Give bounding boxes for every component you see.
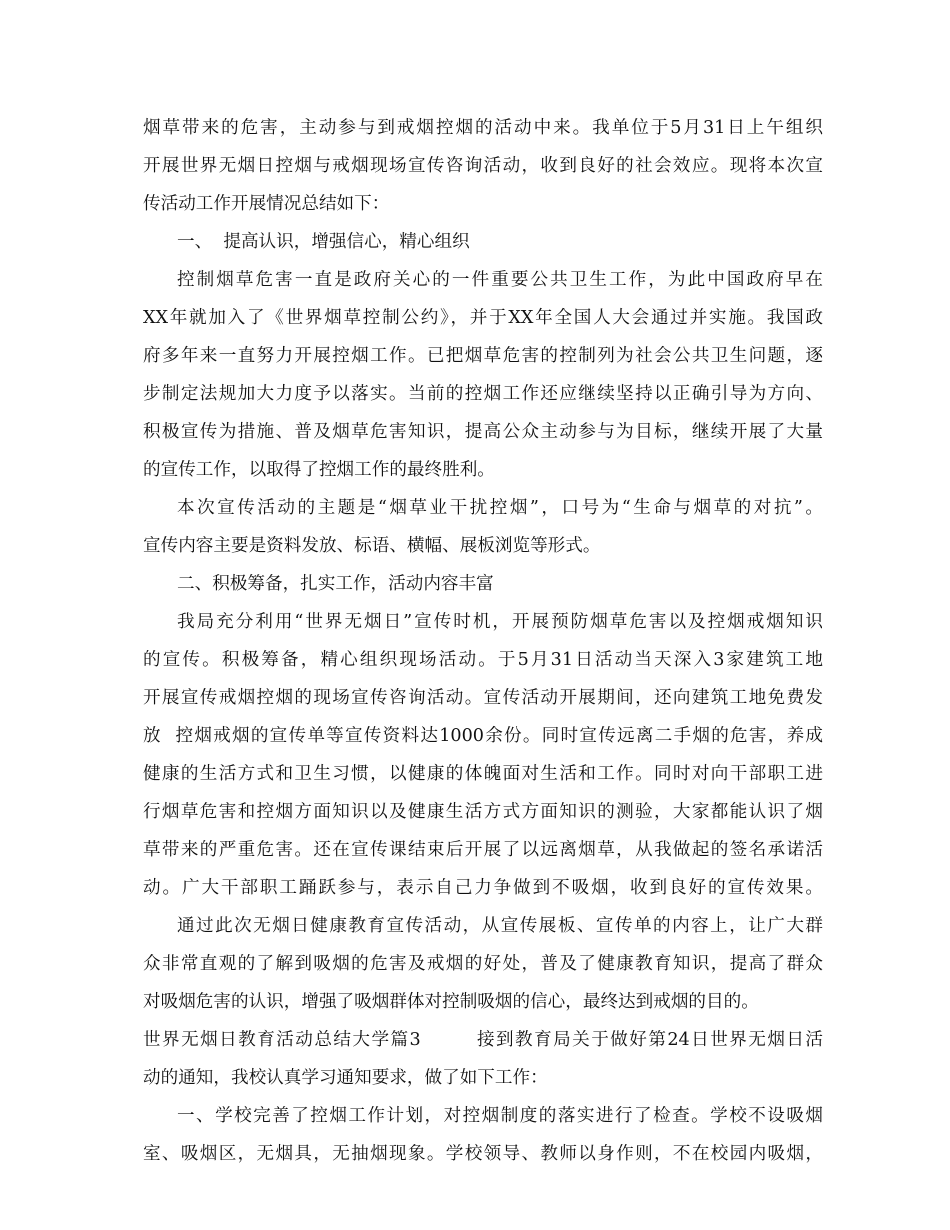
text-line: 放 控烟戒烟的宣传单等宣传资料达1000余份。同时宣传远离二手烟的危害，养成 bbox=[143, 726, 823, 746]
text-line: 步制定法规加大力度予以落实。当前的控烟工作还应继续坚持以正确引导为方向、 bbox=[143, 384, 823, 404]
text-line: 草带来的严重危害。还在宣传课结束后开展了以远离烟草，从我做起的签名承诺活 bbox=[143, 840, 823, 860]
text-line: 的宣传。积极筹备，精心组织现场活动。于5月31日活动当天深入3家建筑工地 bbox=[143, 650, 823, 670]
text-line: 一、学校完善了控烟工作计划，对控烟制度的落实进行了检查。学校不设吸烟 bbox=[177, 1106, 823, 1126]
text-line: 动。广大干部职工踊跃参与，表示自己力争做到不吸烟，收到良好的宣传效果。 bbox=[143, 878, 823, 898]
text-line: 府多年来一直努力开展控烟工作。已把烟草危害的控制列为社会公共卫生问题，逐 bbox=[143, 346, 823, 366]
text-line: 我局充分利用“世界无烟日”宣传时机，开展预防烟草危害以及控烟戒烟知识 bbox=[177, 612, 823, 632]
text-line: 本次宣传活动的主题是“烟草业干扰控烟”，口号为“生命与烟草的对抗”。 bbox=[177, 498, 823, 518]
text-line: 健康的生活方式和卫生习惯，以健康的体魄面对生活和工作。同时对向干部职工进 bbox=[143, 764, 823, 784]
section-heading: 二、积极筹备，扎实工作，活动内容丰富 bbox=[177, 574, 494, 594]
text-line: 动的通知，我校认真学习通知要求，做了如下工作： bbox=[143, 1068, 548, 1088]
text-line: XX年就加入了《世界烟草控制公约》，并于XX年全国人大会通过并实施。我国政 bbox=[143, 308, 823, 328]
text-line: 世界无烟日教育活动总结大学篇3 接到教育局关于做好第24日世界无烟日活 bbox=[143, 1030, 823, 1050]
text-line: 烟草带来的危害，主动参与到戒烟控烟的活动中来。我单位于5月31日上午组织 bbox=[143, 118, 823, 138]
text-line: 对吸烟危害的认识，增强了吸烟群体对控制吸烟的信心，最终达到戒烟的目的。 bbox=[143, 992, 759, 1012]
text-line: 开展宣传戒烟控烟的现场宣传咨询活动。宣传活动开展期间，还向建筑工地免费发 bbox=[143, 688, 823, 708]
text-line: 的宣传工作，以取得了控烟工作的最终胜利。 bbox=[143, 460, 495, 480]
text-line: 通过此次无烟日健康教育宣传活动，从宣传展板、宣传单的内容上，让广大群 bbox=[177, 916, 823, 936]
text-line: 宣传内容主要是资料发放、标语、横幅、展板浏览等形式。 bbox=[143, 536, 601, 556]
text-line: 行烟草危害和控烟方面知识以及健康生活方式方面知识的测验，大家都能认识了烟 bbox=[143, 802, 823, 822]
text-line: 积极宣传为措施、普及烟草危害知识，提高公众主动参与为目标，继续开展了大量 bbox=[143, 422, 823, 442]
section-heading: 一、 提高认识，增强信心，精心组织 bbox=[177, 232, 470, 252]
text-line: 众非常直观的了解到吸烟的危害及戒烟的好处，普及了健康教育知识，提高了群众 bbox=[143, 954, 823, 974]
text-line: 传活动工作开展情况总结如下： bbox=[143, 194, 390, 214]
text-line: 室、吸烟区，无烟具，无抽烟现象。学校领导、教师以身作则，不在校园内吸烟， bbox=[143, 1144, 823, 1164]
text-line: 开展世界无烟日控烟与戒烟现场宣传咨询活动，收到良好的社会效应。现将本次宣 bbox=[143, 156, 823, 176]
text-line: 控制烟草危害一直是政府关心的一件重要公共卫生工作，为此中国政府早在 bbox=[177, 270, 823, 290]
